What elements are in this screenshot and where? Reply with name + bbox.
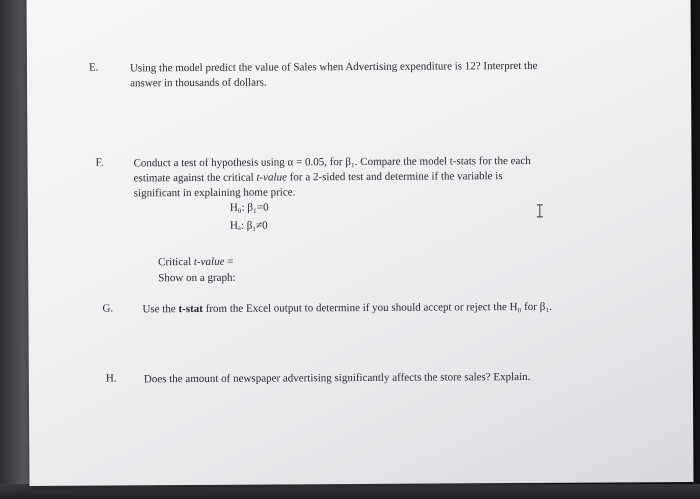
question-f-line2-tvalue: t-value xyxy=(256,171,288,184)
show-on-graph-label: Show on a graph: xyxy=(158,271,236,285)
question-f-line2-a: estimate against the critical xyxy=(133,171,257,185)
background-bottom-edge xyxy=(0,484,700,499)
worksheet-page xyxy=(26,0,693,486)
question-e xyxy=(130,58,650,91)
critical-value-tvalue: t-value xyxy=(193,255,225,269)
question-g-letter: G. xyxy=(102,302,114,315)
critical-value-c: = xyxy=(224,255,234,268)
alternative-hypothesis: Hₐ: β₁≠0 xyxy=(229,219,268,232)
question-g-c: from the Excel output to determine if you should accept or reject the H₀ for β₁. xyxy=(202,300,552,315)
critical-value-label xyxy=(158,255,233,270)
question-e-letter: E. xyxy=(88,61,99,74)
question-h: Does the amount of newspaper advertising significantly affects the store sales? Explain. xyxy=(143,370,531,386)
question-f-line2-c: for a 2-sided test and determine if the variable is xyxy=(286,170,503,184)
question-f-letter: F. xyxy=(95,156,104,169)
text-cursor-icon xyxy=(536,204,544,218)
critical-value-a: Critical xyxy=(158,256,194,269)
question-g-a: Use the xyxy=(142,303,179,316)
question-h-letter: H. xyxy=(105,372,117,385)
question-e-line2: answer in thousands of dollars. xyxy=(130,76,267,90)
null-hypothesis: H₀: β₁=0 xyxy=(229,201,269,214)
question-g-tstat: t-stat xyxy=(178,302,203,316)
question-f-line3: significant in explaining home price. xyxy=(133,186,296,200)
question-e-line1: Using the model predict the value of Sales when Advertising expenditure is 12? Interpret the xyxy=(129,59,538,75)
question-f xyxy=(134,153,634,201)
question-g xyxy=(142,299,642,317)
question-f-line1: Conduct a test of hypothesis using α = 0.05, for β₁. Compare the model t-stats for the each xyxy=(133,154,531,170)
